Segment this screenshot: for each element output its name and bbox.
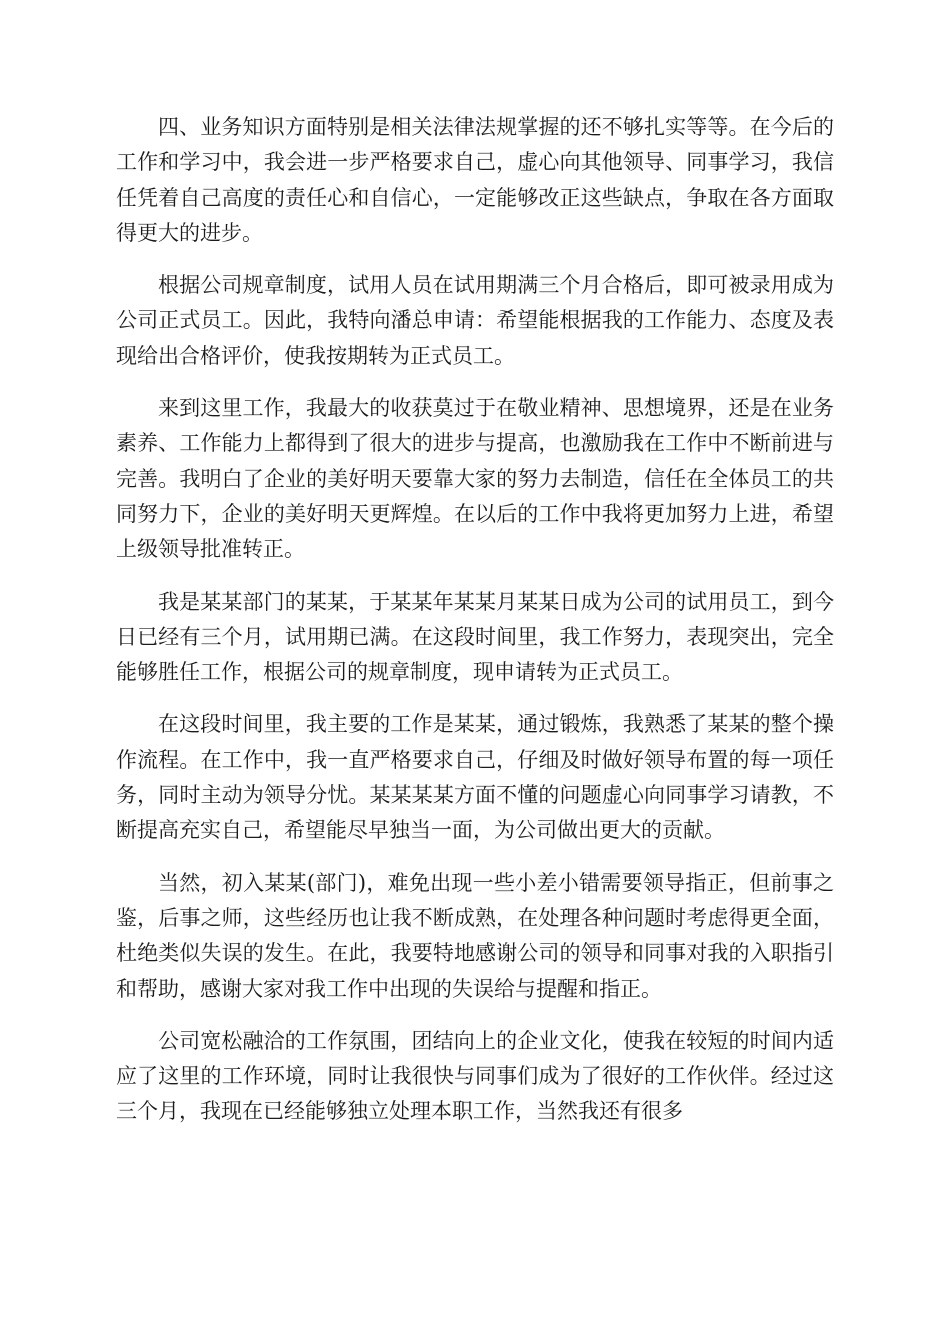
paragraph-2: 根据公司规章制度，试用人员在试用期满三个月合格后，即可被录用成为公司正式员工。因此，我特向潘总申请：希望能根据我的工作能力、态度及表现给出合格评价，使我按期转为正式员工。: [116, 273, 834, 368]
paragraph-1: 四、业务知识方面特别是相关法律法规掌握的还不够扎实等等。在今后的工作和学习中，我会进一步严格要求自己，虚心向其他领导、同事学习，我信任凭着自己高度的责任心和自信心，一定能够改正这些缺点，争取在各方面取得更大的进步。: [116, 115, 834, 245]
paragraph-4: 我是某某部门的某某，于某某年某某月某某日成为公司的试用员工，到今日已经有三个月，试用期已满。在这段时间里，我工作努力，表现突出，完全能够胜任工作，根据公司的规章制度，现申请转为正式员工。: [116, 589, 834, 685]
paragraph-3: 来到这里工作，我最大的收获莫过于在敬业精神、思想境界，还是在业务素养、工作能力上都得到了很大的进步与提高，也激励我在工作中不断前进与完善。我明白了企业的美好明天要靠大家的努力去制造，信任在全体员工的共同努力下，企业的美好明天更辉煌。在以后的工作中我将更加努力上进，希望上级领导批准转正。: [116, 396, 834, 562]
document-body: [116, 110, 834, 1147]
paragraph-7: 公司宽松融洽的工作氛围，团结向上的企业文化，使我在较短的时间内适应了这里的工作环境，同时让我很快与同事们成为了很好的工作伙伴。经过这三个月，我现在已经能够独立处理本职工作，当然我还有很多: [116, 1028, 834, 1124]
paragraph-6: 当然，初入某某(部门)，难免出现一些小差小错需要领导指正，但前事之鉴，后事之师，这些经历也让我不断成熟，在处理各种问题时考虑得更全面，杜绝类似失误的发生。在此，我要特地感谢公司的领导和同事对我的入职指引和帮助，感谢大家对我工作中出现的失误给与提醒和指正。: [116, 870, 834, 1001]
paragraph-5: 在这段时间里，我主要的工作是某某，通过锻炼，我熟悉了某某的整个操作流程。在工作中，我一直严格要求自己，仔细及时做好领导布置的每一项任务，同时主动为领导分忧。某某某某方面不懂的问题虚心向同事学习请教，不断提高充实自己，希望能尽早独当一面，为公司做出更大的贡献。: [116, 712, 834, 843]
